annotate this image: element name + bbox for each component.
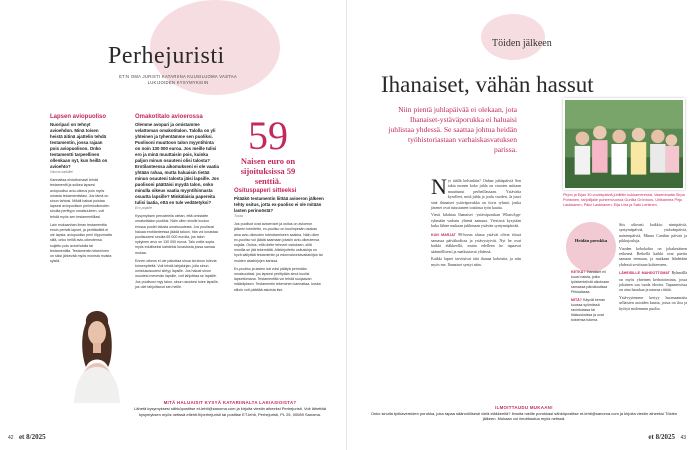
- right-page: [349, 0, 696, 450]
- article-body-column-2: Siis oikeasti kaikkia: nimipäiviä, syntymäpäiviä, ystävänpäiviä, naistenpäiviä, Minna Canthin päivää ja pikkujouluja. Vuoden kohokohta on jokakesäinen retkensä. Retkellä kaikki ovat puettu samaan teemaan, ja matkaan lähdetään yhdessä sovittuun kohteeseen. LÄHEISILLE MAHDOTTOMAT Ryhmällä on myös yhteinen kerhotoiminta, jossa jokainen saa tuoda ideoita. Tapaamisissa on aina hauskaa ja naurua riittää. Ystävyytemme kertyy huomaamatta sellaisten asioiden kautta, joista on iloa ja hyötyä molemmin puolin.: [619, 222, 687, 311]
- stat-callout: [228, 113, 308, 186]
- page-number-left: 42 et 8/2025: [8, 433, 46, 441]
- answer-3: Jos puolisot ovat avioeroset ja ositus on avioeron jälkeen toimitettu, ex-puoliso on kuolinpesän osakas aina avio-oikeuden toteuttamiseen saakka. Näin ollen ex-puoliso voi jäädä saamaan jotakin avio-oikeutensa nojalla. Ositus, että olette tehneet osituksen, sillä monilla se jää tekemättä. Allekirjoitettu osituskirja on hyvä säilyttää testamentin ja edunvalvontavaltakirjan tai muiden asiakirjojen kanssa.: [234, 222, 323, 263]
- footer-text: Lähetä kysymyksesi sähköpostitse et-lehti@sanoma.com ja kirjoita viestin aiheeksi Perhejuristi. Voit lähettää kysymyksen myös netissä etlehti.fi/perhejuristi tai postitse ET-lehti, Perhejuristi, PL 25, 00089 Sanoma.: [134, 406, 326, 417]
- signup-footer: [369, 405, 679, 422]
- page-number-right: et 8/2025 43: [648, 433, 686, 441]
- question-3: [234, 188, 324, 293]
- answer-3-continued: Ex-puoliso ja lasten isä voisi päätyä perimään omaisuuttasi, jos lapsesi perittyään sinut kuolisi lapsettomana. Testamentilla voi tehdä suojaavan määräyksen. Testamentin tekeminen kannattaa, koska silloin voit päättää asioista itse.: [234, 266, 321, 292]
- question-1-heading: Lapsen aviopuoliso: [50, 114, 107, 120]
- signup-heading: ILMOITTAUDU MUKAAN!: [495, 405, 553, 410]
- page-title-left: Perhejuristi: [108, 43, 225, 69]
- reader-question-footer: [126, 400, 334, 417]
- question-2: [135, 114, 219, 290]
- answer-2-continued: Ennen oikeus ei ole pakottaa sinua tai sinun tulevia toimenpiteitä. Voit tehdä lahjakirjan, jolla sinun omistusosuutesi siirtyy lapsille. Jos haluat sinun osuutesi menevän lapsille, voit lahjoittaa se lapsille. Jos puolisosi myy talon, sinun osuutesi tulee lapsille, jos olet lahjoittanut sen heille.: [135, 258, 219, 289]
- subheading-1: KUN MARJAT: [431, 232, 456, 237]
- magazine-label-right: et 8/2025: [648, 433, 676, 441]
- stat-number: 59: [248, 113, 288, 158]
- question-3-signature: Tuuta: [234, 214, 243, 218]
- question-1: [50, 114, 112, 264]
- question-1-body: Nuoripari on tehnyt avioehdon. Minä toisen heistä äitinä ajattelin tehdä testamentin, jossa rajaan pois aviopuolison. Onko testamentti tarpeellinen ollenkaan nyt, kun heillä on avioehto?: [50, 122, 108, 169]
- article-body-column-1: N yt täällä helsinkiin? Onhan juhlapäiviä Sen takia monen koko juhla on vuosien mittaan muuttunut perheillassaan. Ystävätta kyselleet, mitä juhla ja joulu vuoden. Ja juuri sinä ihanaiset ystäväporukka on tiivis ryhmä, jonka jäsenet ovat tutustuneet toisiinsa työn kautta. Viesti kilahtaa Ihanaiset -ystäväporukan WhatsApp-ryhmään varhain yhtenä aamuna. Viestissä kysytään kuka lähtee mukaan juhlimaan ystävän syntymäpäivää. KUN MARJAT 90-luvun alussa ystävät olivat töissä samassa päiväkodissa ja ystävystyivät. Nyt he ovat kaikki eläkkeellä, mutta edelleen he tapaavat säännöllisesti ja matkustavat yhdessä. Kaikki lapset tarvitsivat tätä ihanaa kokeutta, ja niin myös me. Ihanaiset syntyi näin.: [431, 174, 521, 267]
- question-2-body: Olemme avopari ja omistamme velattoman omakotitalon. Talolla on yli yhteinen ja tyhentämme sen puoliksi. Puolisoni muuttoon talon myyntihinta on noin 130 000 euroa. Jos meille tulisi ero ja minä muuttaisin pois, kuinka paljon minun osuuteni olisi talosta? Erotilanteessa aikomukseni ei ole vaatia yhtään rahaa, mutta haluaisin tietää minun osuuteni talosta jäisi lapsille. Jos puolisoni päättäisi myydä talon, onko minulla oikeus vaatia myyntihinnasta osuutta lapsille? Minkälaisia papereita tulisi laatia, että en tule vedätetyksi?: [135, 122, 219, 205]
- article-lead: Niin pientä juhlapäivää ei olekaan, jota Ihanaiset-ystäväporukka ei haluaisi juhlistaa yhdessä. Se saattaa johtua heidän työhistoriastaan varhaiskasvatuksen parissa.: [388, 105, 517, 154]
- page-subtitle-left: ET:N OMA JURISTI KATARIINA KUUSILUOMA VASTAA LUKIJOIDEN KYSYMYKSIIN: [119, 74, 237, 85]
- subheading-2: LÄHEISILLE MAHDOTTOMAT: [619, 271, 670, 276]
- photo-caption: Pirjon ja Eijan 30-vuotispäiviä juhlittiin kukkameressä. Vasemmalta Sirpa Pohtonen, tarjoilijalle puheenvuoroa Gunilla Grönroos, Ulrikannea Pirjo Laukkanen, Päivi Laukkanen, Eija Liira ja Satu Lehtinen.: [563, 193, 685, 207]
- side-box-circle: [566, 222, 616, 272]
- jurist-portrait: [64, 297, 130, 403]
- group-photo: [563, 98, 685, 190]
- answer-1-continued: Lain mukaanhan ilman testamenttia ensin perivät lapset, ja perittävältä ei ole lapsia, aviopuoliso perii rilppumatta siitä, onko heillä avio-oikeutensa suljettu pois avioehdolla tai testamentilla. Testamentin tekeminen on siksi järkevää myös monista muista syistä.: [50, 222, 112, 264]
- stat-label: Naisen euro on sijoituksissa 59 senttiä.: [240, 156, 296, 186]
- answer-2: Kysymyksen perusteella oletan, että omistatte omakotitalon puoliksi. Näin ollen sinulle kuuluu erossa puolet talosta omaisuudesta. Jos puolisosi haluaa erotilanteessa jäädä taloon, hän voi lunastaa puolisuutesi sinulta 65 000 eurolla, jos talon nykyinen arvo on 130 000 euroa. Talo voitte sopia myös edulliseksi kahdeksi lunastusta jossa samaa mukaa.: [135, 214, 218, 255]
- section-tag: Töiden jälkeen: [492, 38, 552, 49]
- question-3-heading: Osituspaperi sitteeksi: [234, 188, 297, 194]
- page-title-right: Ihanaiset, vähän hassut: [381, 72, 594, 97]
- side-box-list: KETKÄ? Ihanaiset eli kuusi naista, jotka työskentelivät aikoinaan samassa päiväkodissa Pirkkalassa. MITÄ? Käyvät kerran kuussa syömässä ravintolassa tai tilaisuuksissa ja ovat toistensa tukena.: [571, 270, 610, 322]
- question-1-signature: Varma kaikille!: [50, 170, 74, 174]
- magazine-label: et 8/2025: [18, 433, 46, 441]
- side-box-title: Heidän porukka: [574, 238, 608, 243]
- answer-1: Kannattaa ehdottomasti tehdä testamentti ja sulkea lapsesi aviopuoliso avio-oikeus pois myös omasta testamentistasi. Jos tämä on sinun tahtosi. Mikäli haluat poistaa lapsesi aviopuolison perimisoikeuden sinulta perittyyn omaisuuteen, voit tehdä myös sen testamentilllasi.: [50, 178, 110, 219]
- footer-heading: MITÄ HALUAISIT KYSYÄ KATARIINALTA LAKIASIOISTA?: [163, 400, 297, 405]
- question-2-heading: Omakotitalo avioerossa: [135, 114, 203, 120]
- question-2-signature: Ero pojalle: [135, 206, 152, 210]
- decor-circle-tag: [481, 14, 545, 60]
- left-page: [0, 0, 347, 450]
- question-3-body: Pitääkö testamentin liittää avioeron jälkeen tehty ositus, jotta ex-puoliso ei ole mitään lasten perinnöstä?: [234, 196, 324, 213]
- signup-text: Onko sinulla työkavereiden porukka, joka tapaa säännöllisesti vielä eläkkeellä? Ilmoita meille porukkasi sähköpostitse et-lehti@sanoma.com ja kirjoita viestin aiheeksi Töiden jälkeen. Mukaan voi ilmoittautua myös netissä.: [370, 411, 678, 422]
- dropcap: N: [431, 174, 447, 199]
